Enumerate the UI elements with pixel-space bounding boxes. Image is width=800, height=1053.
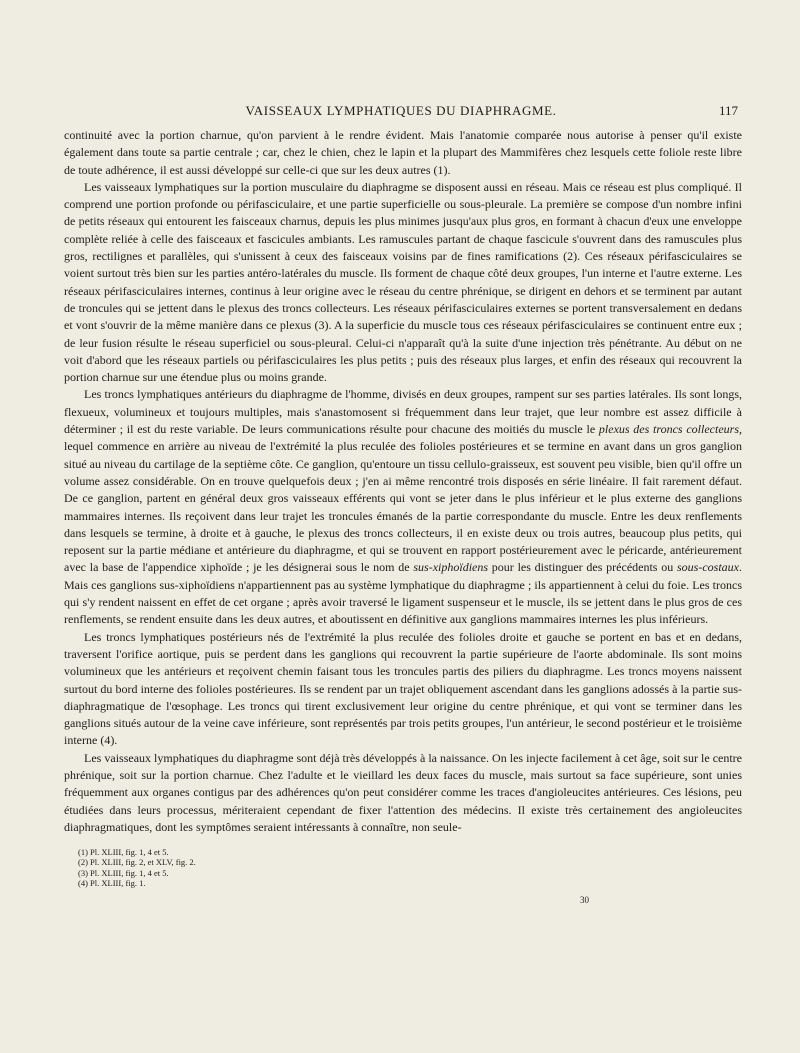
text-run: Les vaisseaux lymphatiques sur la portion musculaire du diaphragme se disposent aussi en réseau. Mais ce réseau est plus compliqué. Il comprend une portion profonde ou périfasciculaire, et une partie superficielle ou sous-pleurale. La première se compose d'un nombre infini de petits réseaux qui entourent les faisceaux charnus, depuis les plus minimes jusqu'aux plus gros, en formant à chacun d'eux une enveloppe complète reliée à celle des faisceaux et fascicules ambiants. Les ramuscules partant de chaque fascicule s'ouvrent dans des ramuscules plus gros, rectilignes et parallèles, qui s'unissent à ceux des faisceaux voisins par de fines ramifications (2). Ces réseaux périfasciculaires se voient surtout très bien sur les parties antéro-latérales du muscle. Ils forment de chaque côté deux groupes, l'un interne et l'autre externe. Les réseaux périfasciculaires internes, continus à leur origine avec le réseau du centre phrénique, se dirigent en dehors et se terminent par autant de troncules qui se jettent dans le plexus des troncs collecteurs. Les réseaux périfasciculaires externes se portent transversalement en dedans et vont s'ouvrir de la même manière dans ce plexus (3). A la superficie du muscle tous ces réseaux périfasciculaires se continuent entre eux ; de leur fusion résulte le réseau superficiel ou sous-pleural. Celui-ci n'apparaît qu'à la suite d'une injection très pénétrante. Au début on ne voit d'abord que les réseaux partiels ou périfasciculaires les plus petits ; puis des réseaux plus larges, et enfin des réseaux qui recouvrent la portion charnue sur une étendue plus ou moins grande.	[64, 179, 742, 385]
paragraph	[64, 127, 742, 179]
text-run: , lequel commence en arrière au niveau de l'extrémité la plus reculée des folioles postérieures et se termine en avant dans un gros ganglion situé au niveau du cartilage de la septième côte. Ce ganglion, qu'entoure un tissu cellulo-graisseux, est souvent peu visible, bien qu'il offre un volume assez considérable. On en trouve quelquefois deux ; j'en ai même rencontré trois disposés en série linéaire. Il fait rarement défaut. De ce ganglion, partent en général deux gros vaisseaux efférents qui vont se jeter dans le plus inférieur et le plus externe des ganglions mammaires internes. Ils reçoivent dans leur trajet les troncules émanés de la partie correspondante du muscle. Entre les deux renflements dans lesquels se termine, à droite et à gauche, le plexus des troncs collecteurs, il en existe deux ou trois autres, beaucoup plus petits, qui reposent sur la partie médiane et antérieure du diaphragme, et qui se trouvent en rapport postérieurement avec le péricarde, antérieurement avec la base de l'appendice xiphoïde ; je les désignerai sous le nom de	[64, 422, 742, 575]
paragraph	[64, 179, 742, 387]
italic-term: sous-costaux	[677, 560, 739, 575]
paragraph	[64, 750, 742, 836]
body-text	[64, 127, 742, 836]
text-run: pour les distinguer des précédents ou	[488, 560, 677, 575]
italic-term: plexus des troncs collecteurs	[598, 422, 739, 437]
italic-term: sus-xiphoïdiens	[413, 560, 489, 575]
page-number: 117	[718, 103, 738, 118]
signature-mark: 30	[580, 895, 589, 905]
paragraph	[64, 386, 742, 628]
text-run: Les vaisseaux lymphatiques du diaphragme sont déjà très développés à la naissance. On les injecte facilement à cet âge, soit sur le centre phrénique, soit sur la portion charnue. Chez l'adulte et le vieillard les deux faces du muscle, mais surtout sa face supérieure, sont unies fréquemment aux organes contigus par des adhérences qu'on peut considérer comme les traces d'angioleucites antérieures. Ces lésions, peu étudiées dans leurs processus, mériteraient cependant de fixer l'attention des médecins. Il existe très certainement des angioleucites diaphragmatiques, dont les symptômes seraient intéressants à connaître, non seule-	[64, 750, 742, 834]
text-run: continuité avec la portion charnue, qu'on parvient à le rendre évident. Mais l'anatomie comparée nous autorise à penser qu'il existe également dans toute sa partie centrale ; car, chez le chien, chez le lapin et la plupart des Mammifères chez lesquels cette foliole reste libre de toute adhérence, il est aussi développé sur celle-ci que sur les deux autres (1).	[64, 128, 742, 177]
text-run: Les troncs lymphatiques postérieurs nés de l'extrémité la plus reculée des folioles droite et gauche se portent en bas et en dedans, traversent l'orifice aortique, puis se perdent dans les ganglions qui recouvrent la partie supérieure de l'aorte abdominale. Ils sont moins volumineux que les antérieurs et reçoivent chemin faisant tous les troncules partis des piliers du diaphragme. Les troncs moyens naissent surtout du bord interne des folioles postérieures. Ils se rendent par un trajet obliquement ascendant dans les ganglions adossés à la partie sus-diaphragmatique de l'œsophage. Les troncs qui tirent exclusivement leur origine du centre phrénique, et qui vont se terminer dans les ganglions situés autour de la veine cave inférieure, sont représentés par trois petits groupes, l'un antérieur, le second postérieur et le troisième interne (4).	[64, 629, 742, 748]
paragraph	[64, 629, 742, 750]
footnote: (3) Pl. XLIII, fig. 1, 4 et 5.	[78, 867, 169, 878]
text-run: . Mais ces ganglions sus-xiphoïdiens n'appartiennent pas au système lymphatique du diaphragme ; ils appartiennent à celui du foie. Les troncs qui s'y rendent naissent en effet de cet organe ; après avoir traversé le ligament suspenseur et le muscle, ils se jettent dans le plus gros de ces renflements, se rendent ensuite dans les deux autres, et aboutissent en définitive aux ganglions mammaires internes les plus inférieurs.	[64, 560, 742, 627]
footnotes	[78, 847, 196, 888]
text-run: Les troncs lymphatiques antérieurs du diaphragme de l'homme, divisés en deux groupes, rampent sur ses parties latérales. Ils sont longs, flexueux, volumineux et toujours multiples, mais s'anastomosent si fréquemment dans leur trajet, que leur nombre est assez difficile à déterminer ; il est du reste variable. De leurs communications résulte pour chacune des moitiés du muscle le	[64, 387, 742, 437]
running-title: VAISSEAUX LYMPHATIQUES DU DIAPHRAGME.	[245, 103, 557, 118]
page-header	[64, 103, 738, 123]
footnote: (1) Pl. XLIII, fig. 1, 4 et 5.	[78, 847, 169, 857]
footnote: (2) Pl. XLIII, fig. 2, et XLV, fig. 2.	[78, 857, 196, 868]
footnote: (4) Pl. XLIII, fig. 1.	[78, 877, 146, 888]
